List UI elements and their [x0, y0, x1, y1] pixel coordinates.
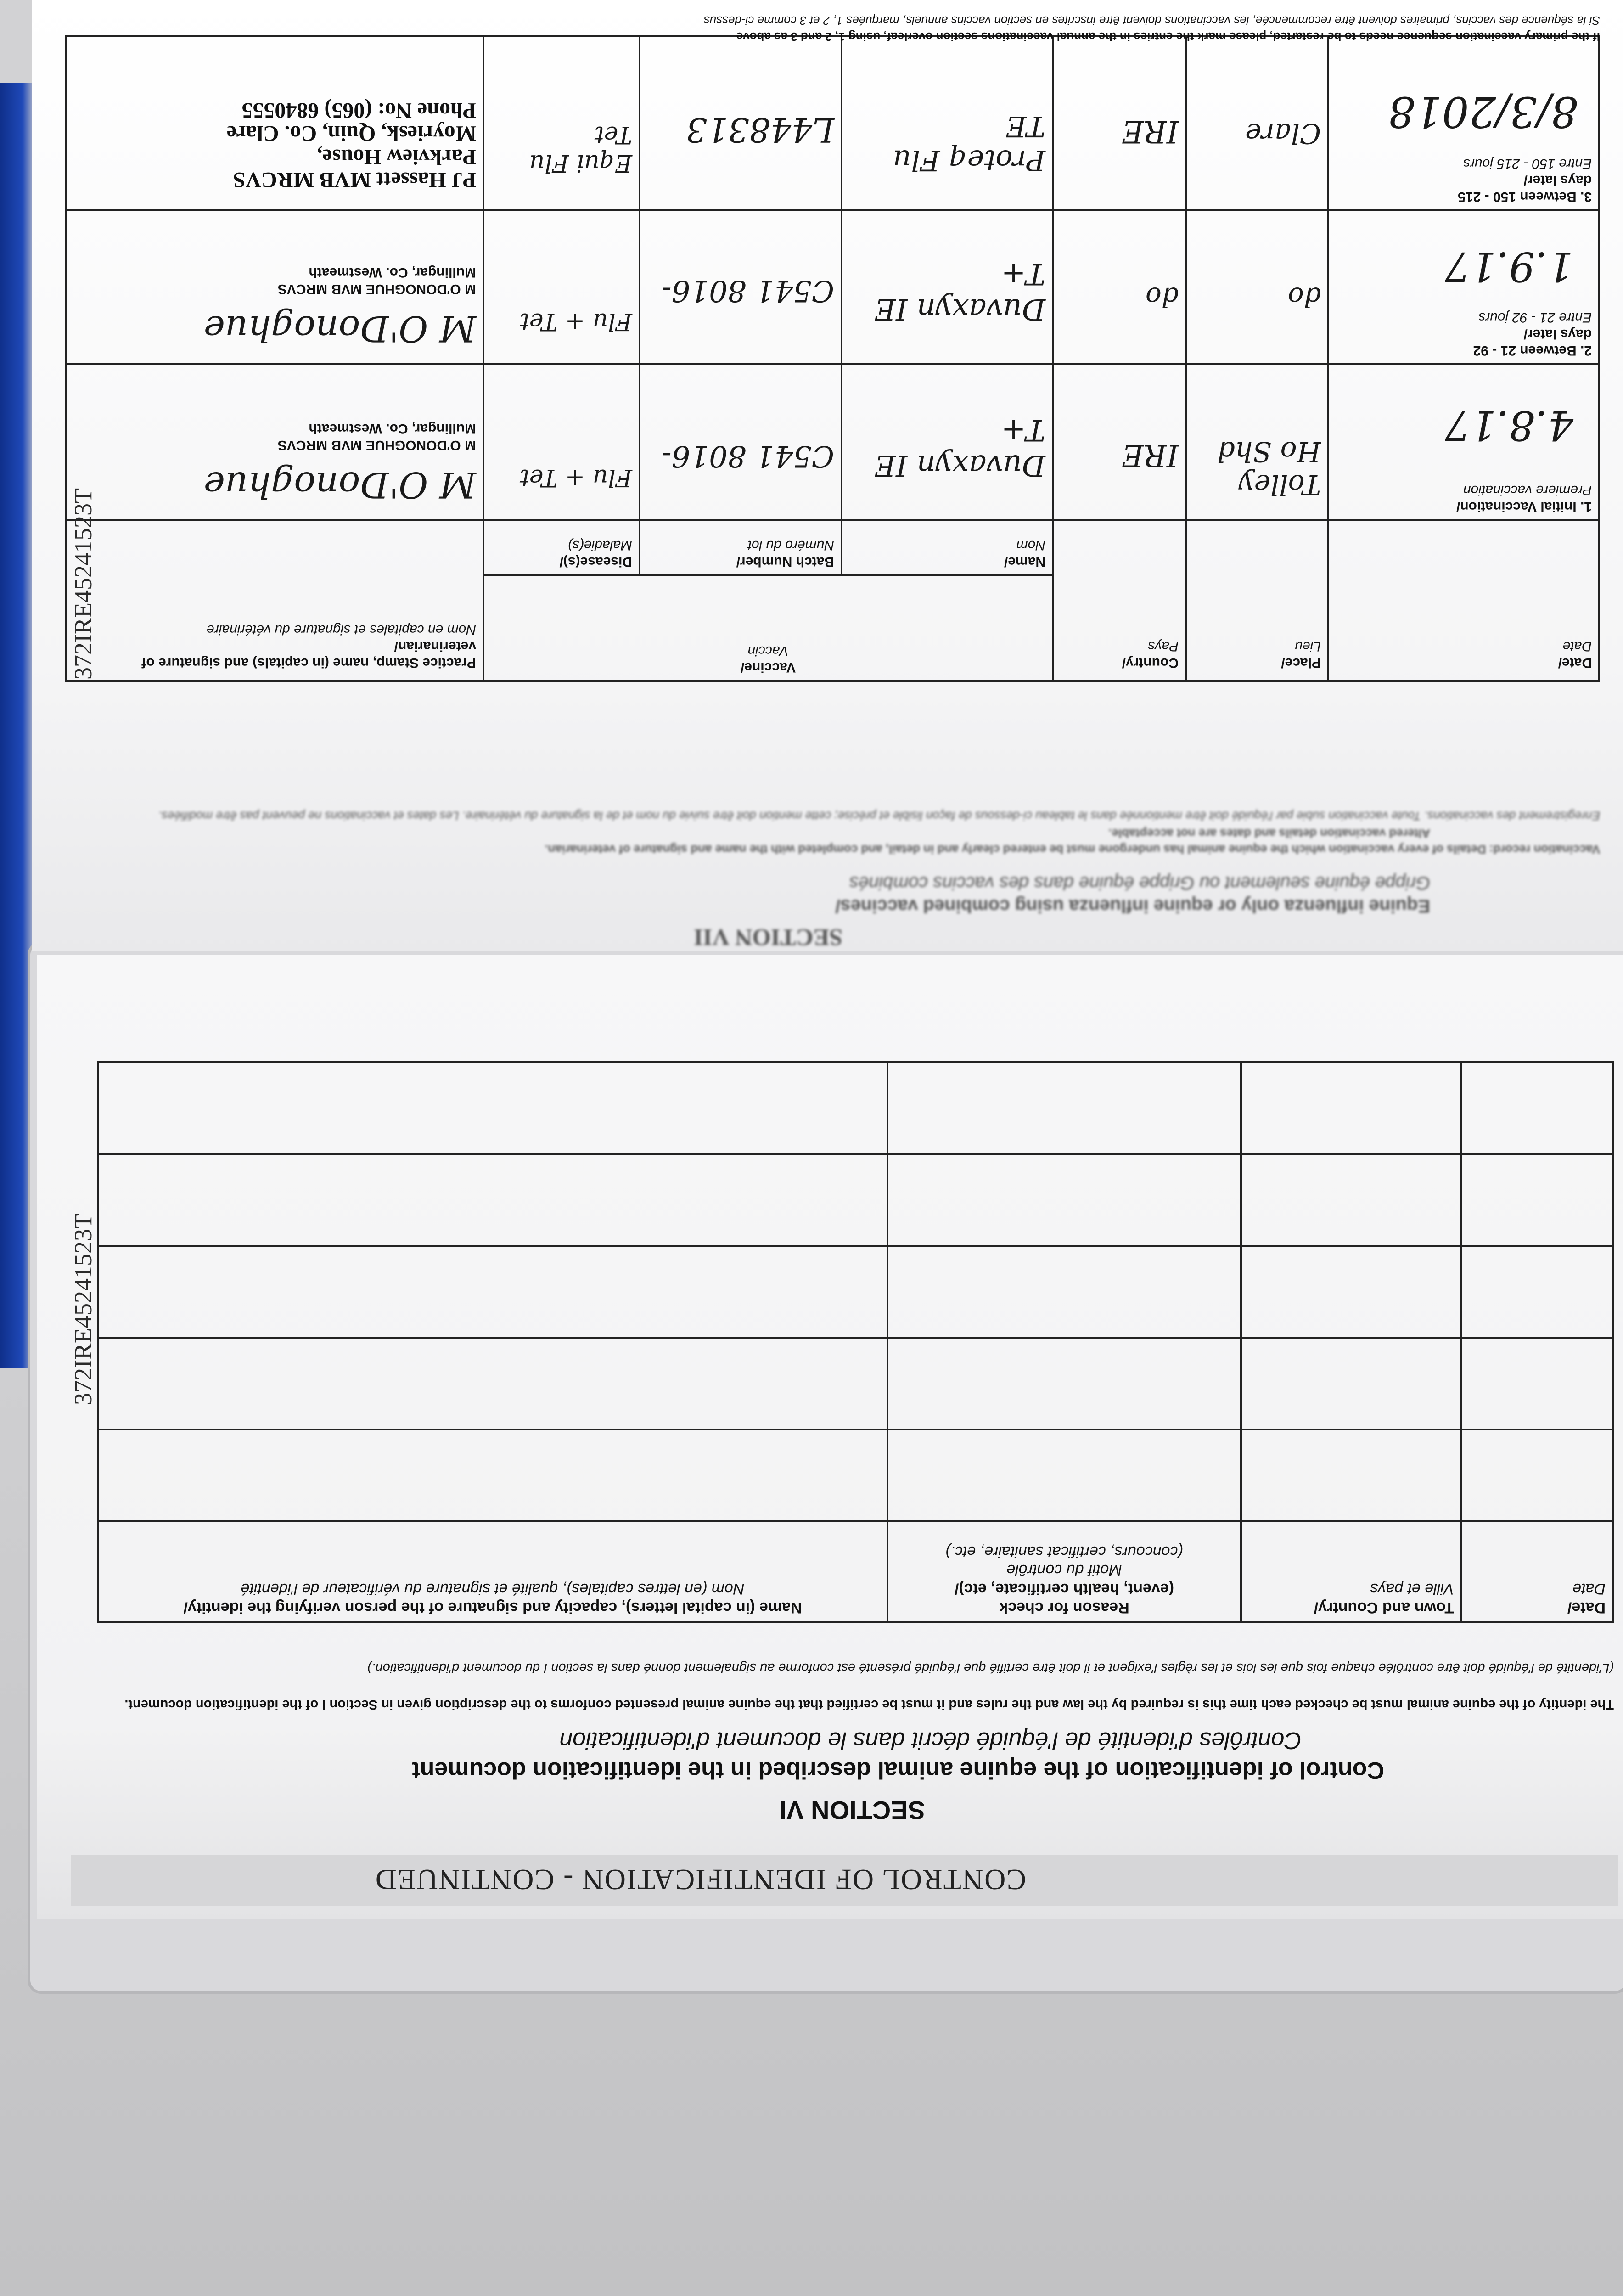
identification-row	[98, 1338, 1613, 1429]
identification-header-row	[98, 1521, 1613, 1622]
row-initial-vaccine-name: Duvaxyn IE T+	[842, 364, 1053, 520]
vaccination-row-second	[66, 210, 1599, 364]
identification-cell-name[interactable]	[98, 1154, 887, 1246]
identification-cell-name[interactable]	[98, 1062, 887, 1154]
vaccination-note-fr: Enregistrement des vaccinations. Toute vaccination subie par l'équidé doit être mentionnée dans le tableau ci-dessous de façon lisible et précise; cette mention doit être suivie du nom et de la signature du vétérinaire. Les dates et vaccinations ne peuvent pas être modifiées.	[158, 809, 1600, 823]
section-banner-text: CONTROL OF IDENTIFICATION - CONTINUED	[374, 1863, 1026, 1896]
identification-cell-town[interactable]	[1241, 1429, 1461, 1521]
vet-signature: M O'Donoghue	[203, 464, 476, 505]
document-id-top: 372IRE45241523T	[69, 488, 97, 680]
header-town-country: Town and Country/ Ville et pays	[1241, 1521, 1461, 1622]
section-vi-body-en: The identity of the equine animal must be checked each time this is required by the law and the rules and it must be certified that the equine animal presented conforms to the description given in Section I of the identification document.	[124, 1697, 1614, 1712]
document-id-bottom: 372IRE45241523T	[69, 1214, 97, 1405]
identification-cell-date[interactable]	[1461, 1429, 1613, 1521]
header-date: Date/ Date	[1328, 520, 1599, 681]
identification-row	[98, 1429, 1613, 1521]
identification-control-table	[97, 1061, 1614, 1623]
identification-cell-reason[interactable]	[887, 1246, 1241, 1338]
header-batch-number: Batch Number/ Numéro du lot	[640, 520, 842, 575]
identification-cell-reason[interactable]	[887, 1154, 1241, 1246]
header-place: Place/ Lieu	[1186, 520, 1328, 681]
identification-cell-date[interactable]	[1461, 1246, 1613, 1338]
row-second-place: do	[1186, 210, 1328, 364]
header-reason: Reason for check (event, health certificate, etc)/ Motif du contrôle (concours, certificat sanitaire, etc.)	[887, 1521, 1241, 1622]
section-vii-subtitle-fr: Grippe équine seulement ou Grippe équine dans des vaccins combinés	[849, 873, 1430, 893]
page-section-vii	[32, 0, 1623, 951]
header-vaccine-name: Name/ Nom	[842, 520, 1053, 575]
vaccination-header-row	[66, 575, 1599, 681]
row-second-diseases: Flu + Tet	[483, 210, 640, 364]
restart-note-en: If the primary vaccination sequence needs to be restarted, please mark the entries in the annual vaccinations section overleaf, using 1, 2 and 3 as above	[736, 30, 1600, 44]
identification-cell-town[interactable]	[1241, 1062, 1461, 1154]
row-third-stamp: PJ Hassett MVB MRCVS Parkview House, Moyriesk, Quin, Co. Clare Phone No: (065) 6840555	[66, 36, 483, 210]
identification-cell-reason[interactable]	[887, 1429, 1241, 1521]
practice-stamp-name: PJ Hassett MVB MRCVS	[233, 168, 476, 192]
header-vaccine: Vaccine/ Vaccin	[483, 575, 1053, 681]
identification-row	[98, 1154, 1613, 1246]
row-second-stamp: M O'Donoghue M O'DONOGHUE MVB MRCVS Mullingar, Co. Westmeath	[66, 210, 483, 364]
section-vi-title: SECTION VI	[779, 1796, 925, 1825]
row-second-date-cell: 2. Between 21 - 92 days later/ Entre 21 - 92 jours 1.9.17	[1328, 210, 1599, 364]
page-section-vi	[37, 955, 1623, 1919]
section-vii-subtitle-en: Equine influenza only or equine influenza using combined vaccines/	[835, 896, 1430, 916]
header-date: Date/ Date	[1461, 1521, 1613, 1622]
header-country: Country/ Pays	[1053, 520, 1186, 681]
row-initial-batch: C541 8016-	[640, 364, 842, 520]
row-third-date: 8/3/2018	[1388, 87, 1578, 136]
row-third-vaccine-name: Proteq Flu TE	[842, 36, 1053, 210]
row-second-batch: C541 8016-	[640, 210, 842, 364]
row-third-place: Clare	[1186, 36, 1328, 210]
row-second-vaccine-name: Duvaxyn IE T+	[842, 210, 1053, 364]
header-verifier-name: Name (in capital letters), capacity and signature of the person verifying the identity/ Nom (en lettres capitales), qualité et signature du vérificateur de l'identité	[98, 1521, 887, 1622]
identification-cell-name[interactable]	[98, 1338, 887, 1429]
identification-cell-town[interactable]	[1241, 1338, 1461, 1429]
row-initial-date-cell: 1. Initial Vaccination/ Premiere vaccination 4.8.17	[1328, 364, 1599, 520]
vaccination-note-altered: Altered vaccination details and dates are not acceptable.	[1108, 827, 1430, 840]
row-initial-stamp: M O'Donoghue M O'DONOGHUE MVB MRCVS Mullingar, Co. Westmeath	[66, 364, 483, 520]
vaccination-note-en: Vaccination record: Details of every vaccination which the equine animal has undergone must be entered clearly and in detail, and completed with the name and signature of veterinarian.	[545, 843, 1600, 856]
vet-signature: M O'Donoghue	[203, 308, 476, 349]
identification-cell-town[interactable]	[1241, 1154, 1461, 1246]
row-second-country: do	[1053, 210, 1186, 364]
identification-cell-reason[interactable]	[887, 1062, 1241, 1154]
identification-cell-date[interactable]	[1461, 1154, 1613, 1246]
row-third-batch: L448313	[640, 36, 842, 210]
identification-cell-date[interactable]	[1461, 1338, 1613, 1429]
section-vii-rotated-content	[32, 0, 1623, 951]
section-vi-body-fr: (L'identité de l'équidé doit être contrôlée chaque fois que les lois et les règles l'exigent et il doit être certifié que l'équidé présenté est conforme au signalement donné dans la section I du document d'identification.)	[367, 1660, 1614, 1675]
header-practice-stamp: Practice Stamp, name (in capitals) and signature of veterinarian/ Nom en capitales et signature du vétérinaire	[66, 520, 483, 681]
restart-note-fr: Si la séquence des vaccins, primaires doivent être recommencée, les vaccinations doivent être inscrites en section vaccins annuels, marquées 1, 2 et 3 comme ci-dessus	[703, 14, 1600, 28]
identification-cell-date[interactable]	[1461, 1062, 1613, 1154]
row-initial-place: Tolley Ho Shd	[1186, 364, 1328, 520]
identification-cell-town[interactable]	[1241, 1246, 1461, 1338]
vaccination-table	[65, 35, 1600, 682]
section-vii-title: SECTION VII	[693, 924, 842, 950]
row-initial-diseases: Flu + Tet	[483, 364, 640, 520]
identification-row	[98, 1062, 1613, 1154]
row-third-date-cell: 3. Between 150 - 215 days later/ Entre 150 - 215 jours 8/3/2018	[1328, 36, 1599, 210]
row-third-country: IRE	[1053, 36, 1186, 210]
identification-cell-name[interactable]	[98, 1246, 887, 1338]
section-vi-rotated-content	[37, 955, 1623, 1919]
row-third-diseases: Equi Flu Tet	[483, 36, 640, 210]
section-vi-subtitle-fr: Contrôles d'identité de l'équidé décrit dans le document d'identification	[559, 1727, 1302, 1754]
row-initial-country: IRE	[1053, 364, 1186, 520]
vaccination-row-initial	[66, 364, 1599, 520]
section-vi-subtitle-en: Control of identification of the equine animal described in the identification document	[412, 1757, 1384, 1784]
header-diseases: Disease(s)/ Maladie(s)	[483, 520, 640, 575]
row-initial-date: 4.8.17	[1445, 402, 1573, 449]
row-second-date: 1.9.17	[1445, 243, 1573, 290]
identification-cell-name[interactable]	[98, 1429, 887, 1521]
vaccination-row-third	[66, 36, 1599, 210]
identification-cell-reason[interactable]	[887, 1338, 1241, 1429]
identification-row	[98, 1246, 1613, 1338]
